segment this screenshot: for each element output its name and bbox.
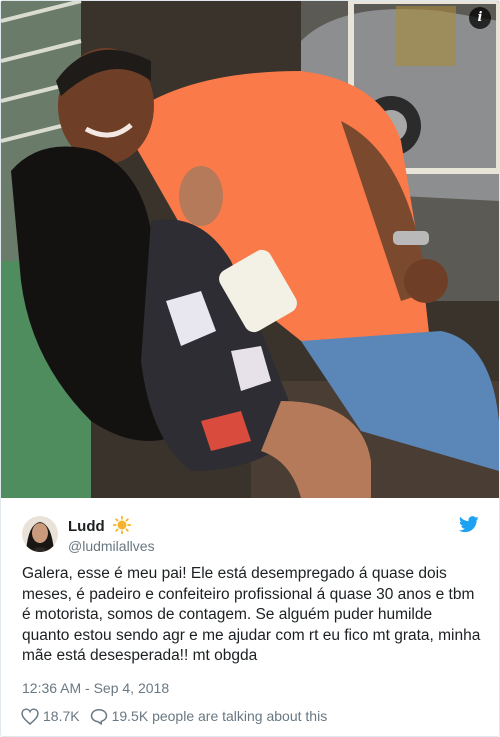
- speech-bubble-icon: [90, 708, 108, 725]
- like-count: 18.7K: [43, 708, 80, 724]
- tweet-text: Galera, esse é meu pai! Ele está desempregado á quase dois meses, é padeiro e confeiteiro profissional á quase 30 anos e tbm é motorista, somos de contagem. Se alguém puder humilde quanto estou sendo agr e me ajudar com rt eu fico mt grata, minha mãe está desesperada!! mt obgda: [22, 565, 481, 664]
- display-name-text: Ludd: [68, 518, 105, 535]
- author-block[interactable]: [68, 516, 155, 556]
- twitter-bird-icon[interactable]: [459, 516, 479, 533]
- reply-text: 19.5K people are talking about this: [111, 708, 328, 724]
- tweet-actions: [21, 706, 327, 726]
- author-handle[interactable]: @ludmilallves: [68, 538, 155, 554]
- info-icon[interactable]: i: [469, 7, 491, 29]
- avatar[interactable]: [22, 516, 58, 552]
- sun-icon: [113, 516, 131, 534]
- tweet-timestamp[interactable]: 12:36 AM - Sep 4, 2018: [22, 680, 170, 696]
- author-display-name[interactable]: [68, 516, 155, 536]
- heart-icon: [21, 708, 39, 725]
- photo-illustration: [1, 1, 499, 498]
- tweet-photo[interactable]: [1, 1, 499, 498]
- like-button[interactable]: [21, 708, 80, 725]
- reply-button[interactable]: [90, 708, 328, 725]
